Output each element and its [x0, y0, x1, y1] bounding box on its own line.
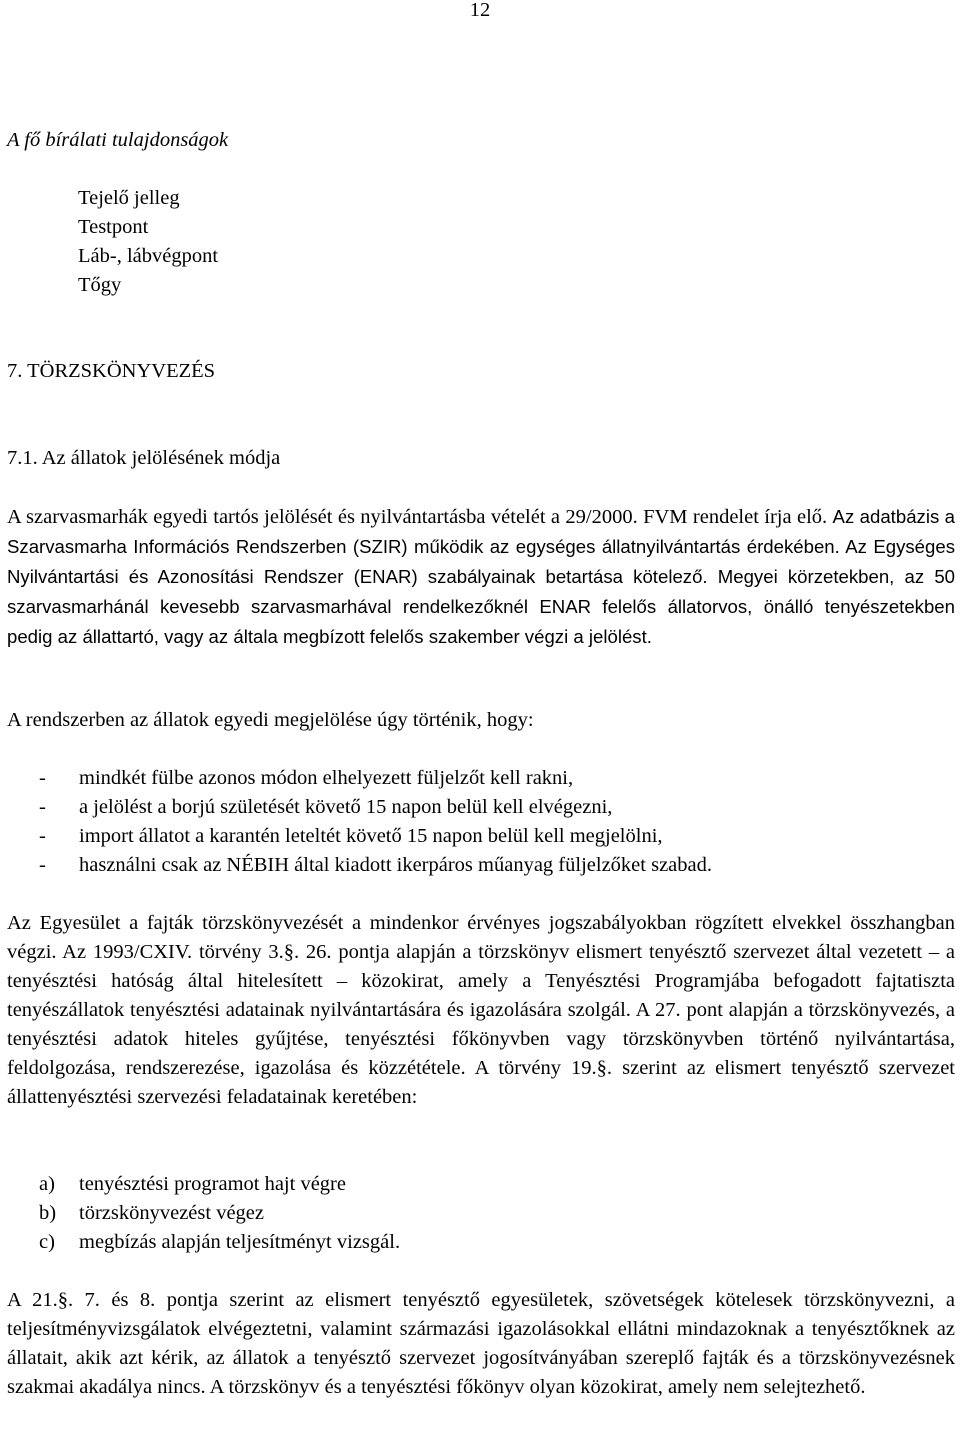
list-item — [7, 793, 712, 822]
task-text: törzskönyvezést végez — [79, 1202, 264, 1224]
list-item — [7, 851, 712, 880]
list-marker: a) — [39, 1173, 55, 1195]
dash-marker: - — [39, 854, 46, 876]
list-item — [7, 764, 712, 793]
criteria-item: Láb-, lábvégpont — [78, 245, 219, 267]
dash-marker: - — [39, 767, 46, 789]
marking-paragraph-1 — [7, 502, 955, 652]
list-marker: c) — [39, 1231, 55, 1253]
marking-para1-system-text: Az adatbázis a Szarvasmarha Információs Rendszerben (SZIR) működik az egységes állatnyilvántartás érdekében. Az Egységes Nyilvántartási és Azonosítási Rendszer (ENAR) szabályainak betartása kötelező. Megyei körzetekben, az 50 szarvasmarhánál kevesebb szarvasmarhával rendelkezőknél ENAR felelős állatorvos, önálló tenyészetekben pedig az állattartó, vagy az általa megbízott felelős szakember végzi a jelölést. — [7, 506, 956, 647]
marking-para1-legal-text: A szarvasmarhák egyedi tartós jelölését és nyilvántartásba vételét a 29/2000. FVM rendelet írja elő. — [7, 506, 828, 528]
criteria-item: Testpont — [78, 216, 149, 238]
subchapter-title: 7.1. Az állatok jelölésének módja — [7, 447, 281, 469]
list-item — [7, 822, 712, 851]
list-marker: b) — [39, 1202, 57, 1224]
list-item — [7, 1170, 400, 1199]
task-text: tenyésztési programot hajt végre — [79, 1173, 346, 1195]
criteria-item: Tejelő jelleg — [78, 187, 180, 209]
page-number: 12 — [469, 0, 491, 21]
chapter-title: 7. TÖRZSKÖNYVEZÉS — [7, 360, 216, 382]
closing-paragraph: A 21.§. 7. és 8. pontja szerint az elismert tenyésztő egyesületek, szövetségek kötelesek törzskönyvezni, a teljesítményvizsgálatok elvégeztetni, valamint származási igazolásokkal ellátni mindazoknak a tenyésztőknek az állatait, akik azt kérik, az állatok a tenyésztő szervezet jogosítványában szereplő fajták és a törzskönyvezésnek szakmai akadálya nincs. A törzskönyv és a tenyésztési főkönyv olyan közokirat, amely nem selejtezhető. — [7, 1289, 955, 1398]
task-text: megbízás alapján teljesítményt vizsgál. — [79, 1231, 401, 1253]
rule-text: import állatot a karantén leteltét követő 15 napon belül kell megjelölni, — [79, 825, 663, 847]
criteria-item: Tőgy — [78, 274, 122, 296]
registry-tasks-list — [7, 1170, 400, 1257]
criteria-heading: A fő bírálati tulajdonságok — [7, 129, 229, 151]
rule-text: használni csak az NÉBIH által kiadott ikerpáros műanyag füljelzőket szabad. — [79, 854, 712, 876]
list-item — [7, 1199, 400, 1228]
marking-rules-list — [7, 764, 712, 880]
registry-paragraph: Az Egyesület a fajták törzskönyvezését a mindenkor érvényes jogszabályokban rögzített elvekkel összhangban végzi. Az 1993/CXIV. törvény 3.§. 26. pontja alapján a törzskönyv elismert tenyésztő szervezet által vezetett – a tenyésztési hatóság által hitelesített – közokirat, amely a Tenyésztési Programjába befogadott fajtatiszta tenyészállatok tenyésztési adatainak nyilvántartására és igazolására szolgál. A 27. pont alapján a törzskönyvezés, a tenyésztési adatok hiteles gyűjtése, tenyésztési főkönyvben vagy törzskönyvben történő nyilvántartása, feldolgozása, rendszerezése, igazolása és közzététele. A törvény 19.§. szerint az elismert tenyésztő szervezet állattenyésztési szervezési feladatainak keretében: — [7, 912, 955, 1108]
dash-marker: - — [39, 796, 46, 818]
rule-text: a jelölést a borjú születését követő 15 napon belül kell elvégezni, — [79, 796, 613, 818]
criteria-list — [78, 184, 218, 300]
dash-marker: - — [39, 825, 46, 847]
list-item — [7, 1228, 400, 1257]
rule-text: mindkét fülbe azonos módon elhelyezett füljelzőt kell rakni, — [79, 767, 574, 789]
marking-paragraph-2: A rendszerben az állatok egyedi megjelölése úgy történik, hogy: — [7, 709, 534, 731]
